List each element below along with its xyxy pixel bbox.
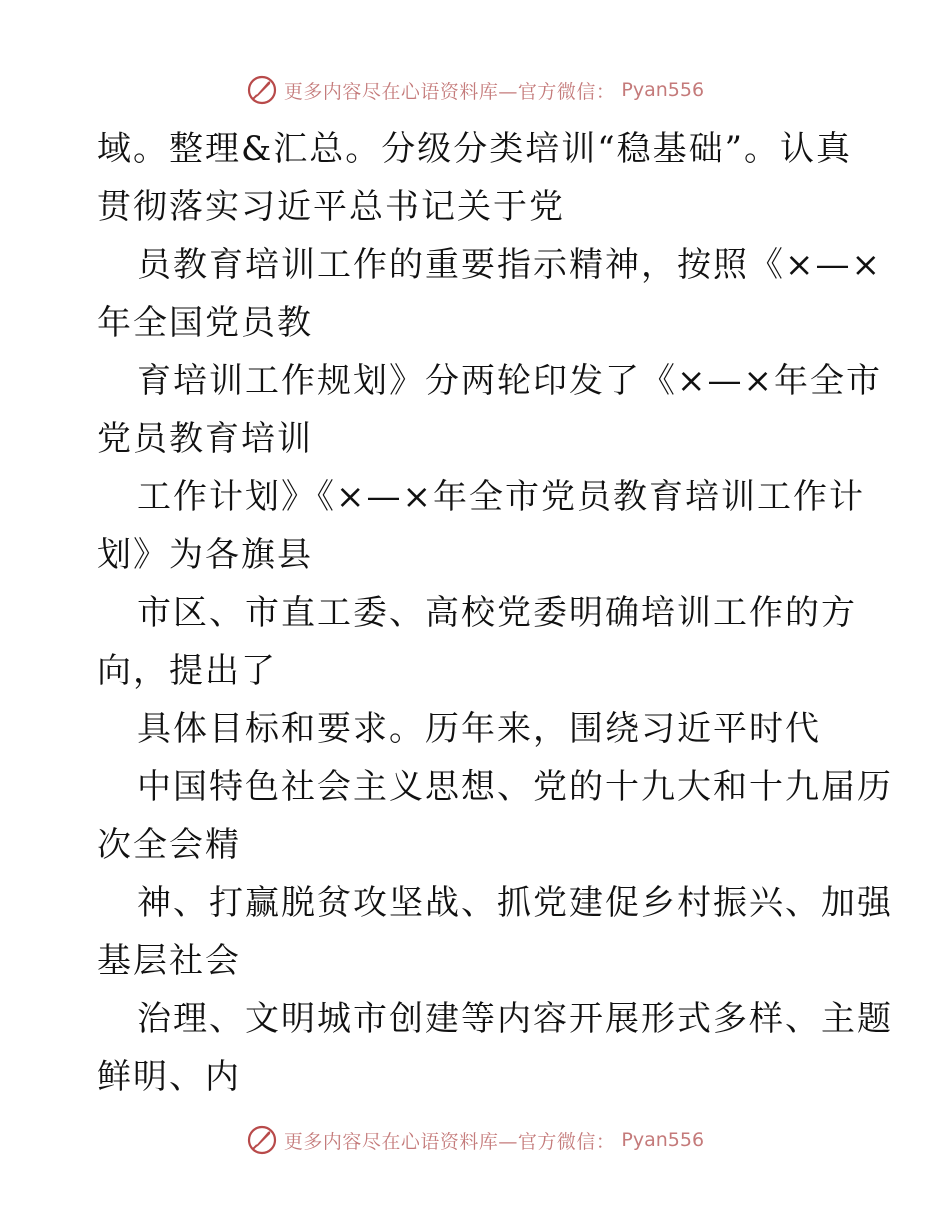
document-body [97,120,893,1106]
text-line: 神、打赢脱贫攻坚战、抓党建促乡村振兴、加强 [137,883,893,923]
text-line: 贯彻落实习近平总书记关于党 [97,187,565,227]
text-line: 治理、文明城市创建等内容开展形式多样、主题 [137,999,893,1039]
text-line: 工作计划》《×—×年全市党员教育培训工作计 [137,477,865,517]
watermark-text: 更多内容尽在心语资料库—官方微信： [283,1130,616,1153]
text-line: 次全会精 [97,825,241,865]
text-line: 具体目标和要求。历年来，围绕习近平时代 [137,709,821,749]
text-line: 市区、市直工委、高校党委明确培训工作的方 [137,593,857,633]
text-line: 年全国党员教 [97,303,313,343]
text-line: 域。整理&汇总。分级分类培训“稳基础”。认真 [97,129,853,169]
text-line: 中国特色社会主义思想、党的十九大和十九届历 [137,767,893,807]
watermark-handle: Pyan556 [621,79,705,101]
text-line: 鲜明、内 [97,1057,241,1097]
feather-pen-logo-icon [246,1124,278,1156]
text-line: 员教育培训工作的重要指示精神，按照《×—× [137,245,882,285]
text-line: 育培训工作规划》分两轮印发了《×—×年全市 [137,361,882,401]
feather-pen-logo-icon [246,74,278,106]
footer-watermark [0,1122,950,1158]
text-line: 划》为各旗县 [97,535,313,575]
text-line: 向，提出了 [97,651,277,691]
text-line: 党员教育培训 [97,419,313,459]
header-watermark [0,72,950,108]
text-line: 基层社会 [97,941,241,981]
watermark-text: 更多内容尽在心语资料库—官方微信： [283,80,616,103]
watermark-handle: Pyan556 [621,1129,705,1151]
